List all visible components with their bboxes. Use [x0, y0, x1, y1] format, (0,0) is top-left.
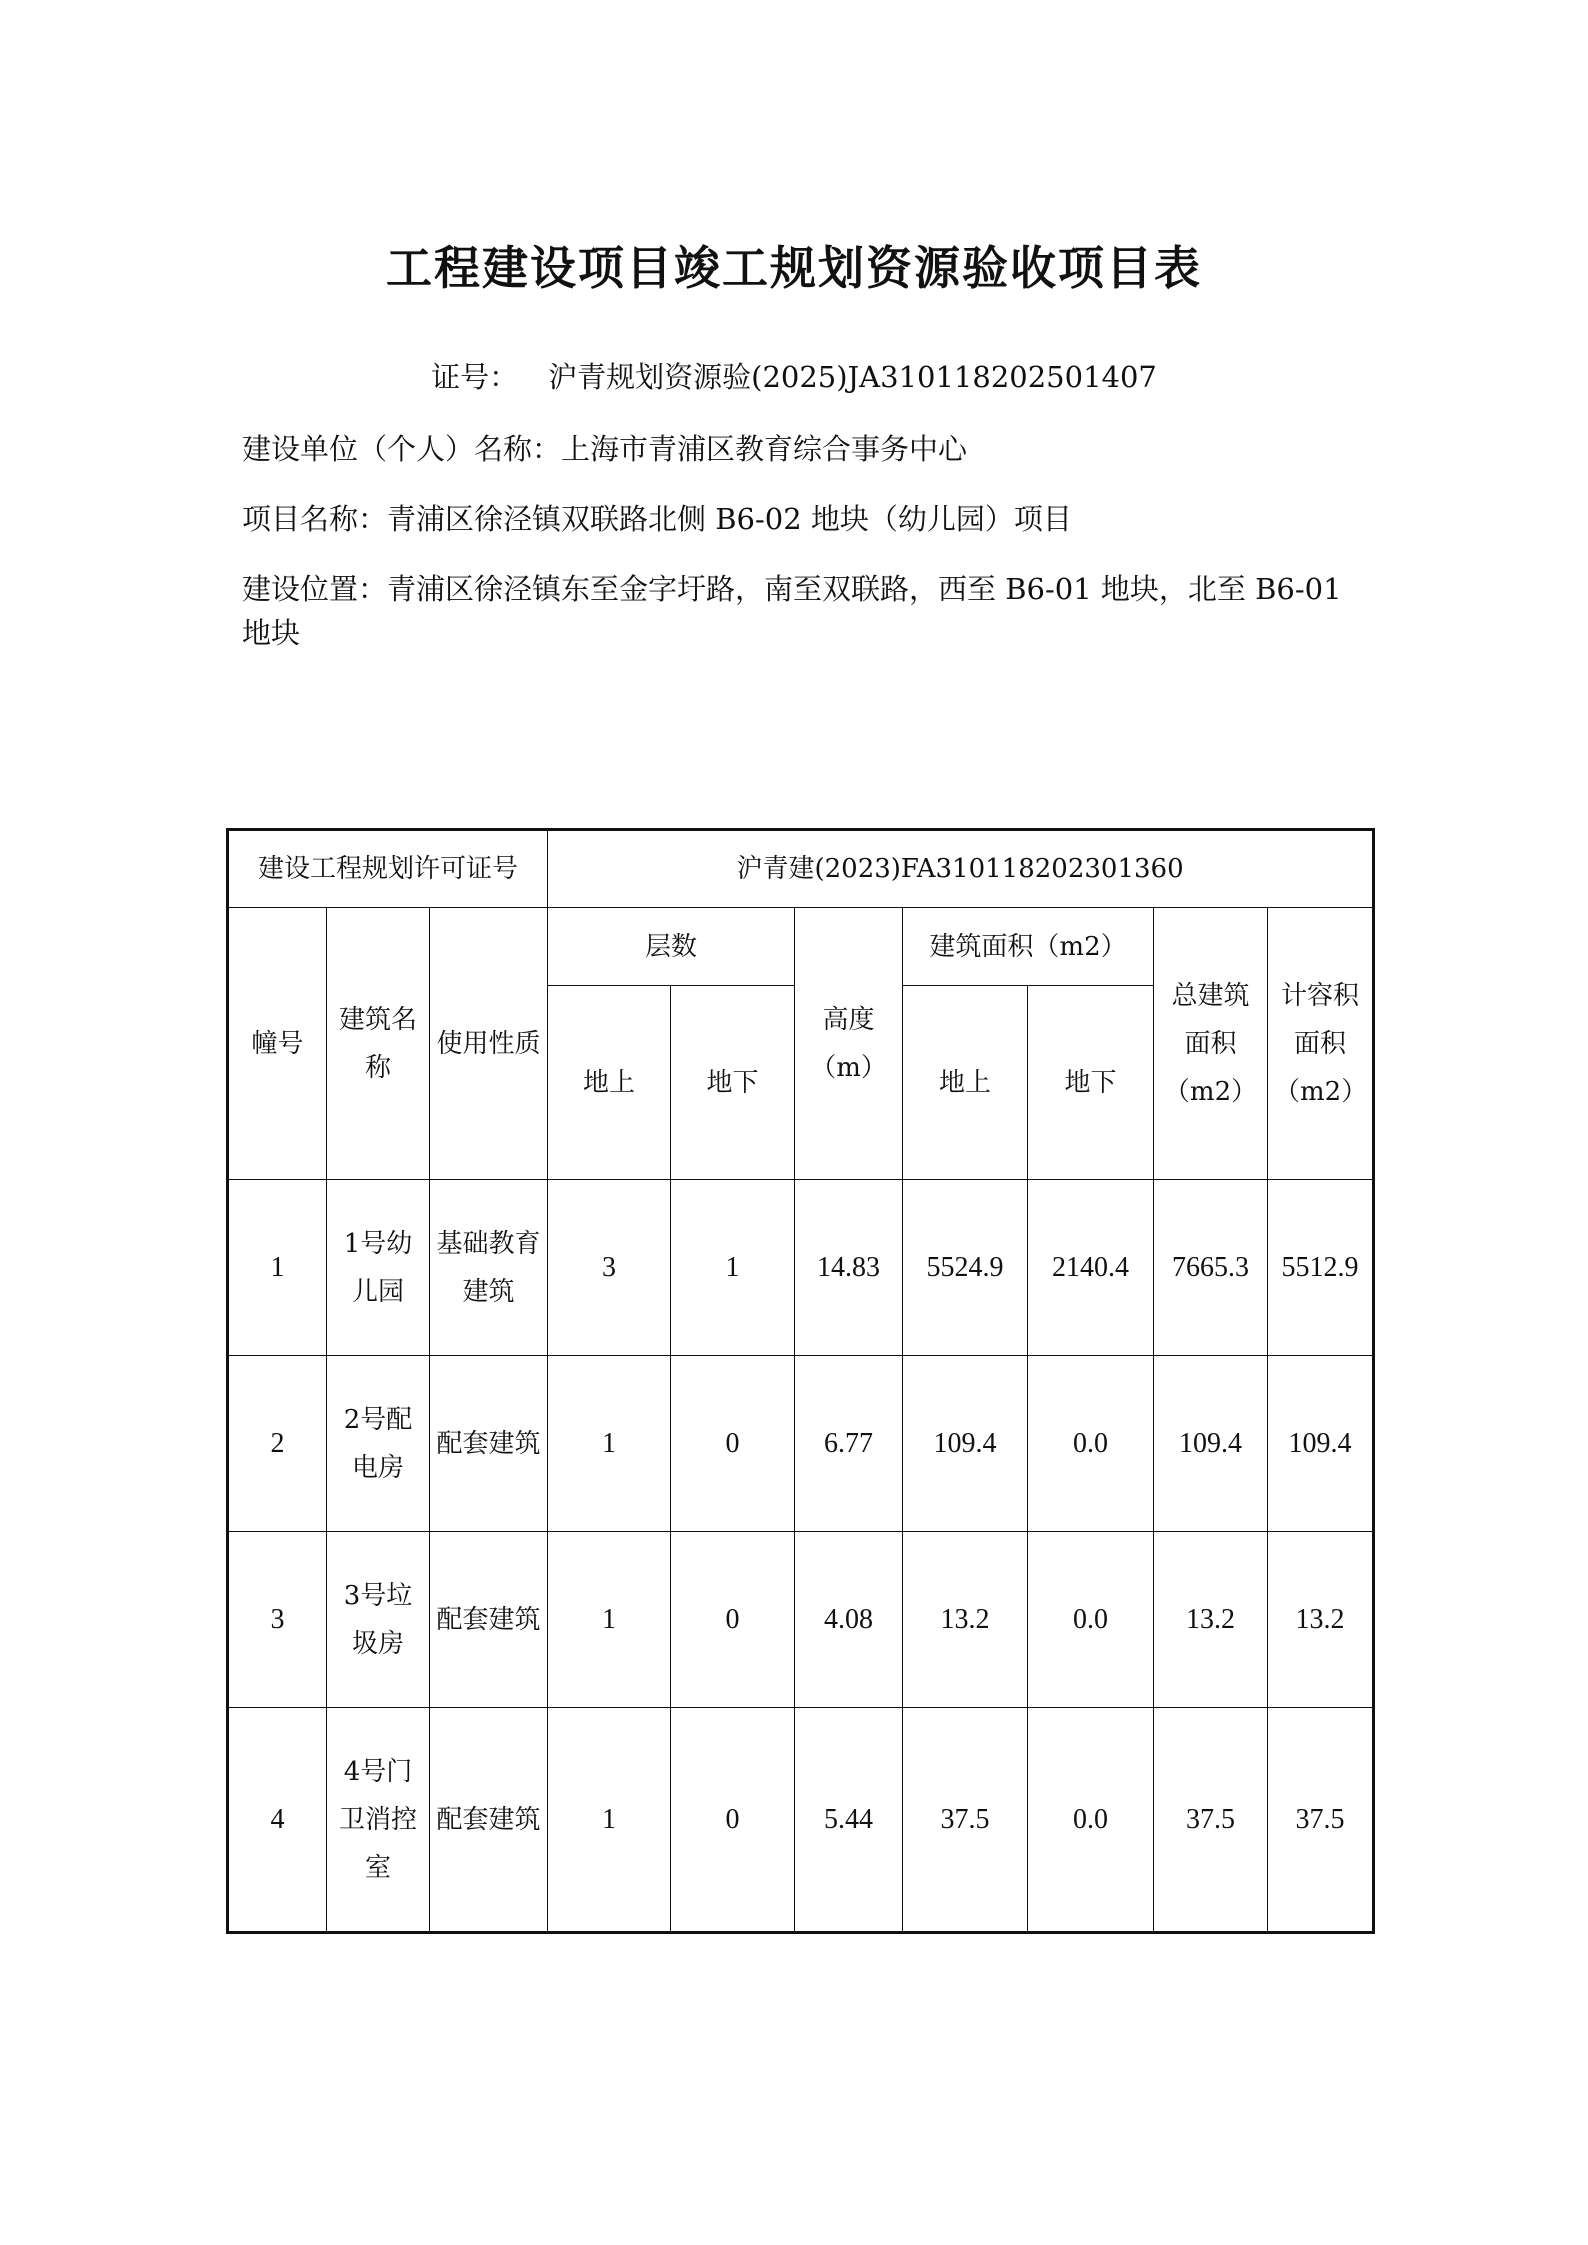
- cell-floors-below: 0: [671, 1532, 795, 1708]
- cell-building-no: 1: [228, 1180, 327, 1356]
- header-area: 建筑面积（m2）: [903, 908, 1154, 986]
- cell-building-name: 3号垃圾房: [327, 1532, 430, 1708]
- header-height: 高度（m）: [795, 908, 903, 1180]
- certificate-label: 证号：: [431, 360, 519, 394]
- cell-height: 6.77: [795, 1356, 903, 1532]
- cell-area-below: 2140.4: [1028, 1180, 1154, 1356]
- construction-unit-line: 建设单位（个人）名称：上海市青浦区教育综合事务中心: [242, 432, 968, 466]
- header-floors: 层数: [548, 908, 795, 986]
- cell-floors-below: 1: [671, 1180, 795, 1356]
- cell-floors-above: 1: [548, 1356, 671, 1532]
- cell-total-area: 109.4: [1154, 1356, 1268, 1532]
- cell-total-area: 7665.3: [1154, 1180, 1268, 1356]
- cell-area-above: 37.5: [903, 1708, 1028, 1933]
- header-building-no: 幢号: [228, 908, 327, 1180]
- cell-far-area: 37.5: [1268, 1708, 1374, 1933]
- cell-total-area: 37.5: [1154, 1708, 1268, 1933]
- cell-building-name: 4号门卫消控室: [327, 1708, 430, 1933]
- table-row: [228, 1356, 1374, 1532]
- document-title: 工程建设项目竣工规划资源验收项目表: [386, 241, 1202, 295]
- cell-area-above: 5524.9: [903, 1180, 1028, 1356]
- cell-far-area: 5512.9: [1268, 1180, 1374, 1356]
- cell-height: 4.08: [795, 1532, 903, 1708]
- cell-area-below: 0.0: [1028, 1356, 1154, 1532]
- cell-area-above: 109.4: [903, 1356, 1028, 1532]
- cell-building-no: 3: [228, 1532, 327, 1708]
- table-row: [228, 1532, 1374, 1708]
- certificate-number: 沪青规划资源验(2025)JA310118202501407: [548, 360, 1157, 394]
- acceptance-table: [226, 828, 1375, 1934]
- header-area-below: 地下: [1028, 986, 1154, 1180]
- permit-number: 沪青建(2023)FA310118202301360: [548, 830, 1374, 908]
- cell-total-area: 13.2: [1154, 1532, 1268, 1708]
- header-building-name: 建筑名称: [327, 908, 430, 1180]
- construction-location-line: 建设位置：青浦区徐泾镇东至金字圩路，南至双联路，西至 B6-01 地块，北至 B6-01 地块: [242, 572, 1342, 650]
- cell-usage: 配套建筑: [430, 1356, 548, 1532]
- cell-building-no: 4: [228, 1708, 327, 1933]
- cell-usage: 配套建筑: [430, 1532, 548, 1708]
- header-usage: 使用性质: [430, 908, 548, 1180]
- cell-floors-above: 3: [548, 1180, 671, 1356]
- cell-far-area: 109.4: [1268, 1356, 1374, 1532]
- table-row: [228, 1180, 1374, 1356]
- cell-floors-below: 0: [671, 1356, 795, 1532]
- cell-height: 5.44: [795, 1708, 903, 1933]
- cell-building-no: 2: [228, 1356, 327, 1532]
- cell-usage: 基础教育建筑: [430, 1180, 548, 1356]
- cell-building-name: 1号幼儿园: [327, 1180, 430, 1356]
- cell-floors-above: 1: [548, 1708, 671, 1933]
- certificate-line: [0, 355, 1588, 396]
- cell-area-below: 0.0: [1028, 1532, 1154, 1708]
- cell-area-above: 13.2: [903, 1532, 1028, 1708]
- table-row: [228, 1708, 1374, 1933]
- header-far-area: 计容积面积（m2）: [1268, 908, 1374, 1180]
- cell-floors-above: 1: [548, 1532, 671, 1708]
- header-floors-above: 地上: [548, 986, 671, 1180]
- cell-height: 14.83: [795, 1180, 903, 1356]
- header-total-area: 总建筑面积（m2）: [1154, 908, 1268, 1180]
- cell-usage: 配套建筑: [430, 1708, 548, 1933]
- permit-label: 建设工程规划许可证号: [228, 830, 548, 908]
- header-area-above: 地上: [903, 986, 1028, 1180]
- cell-building-name: 2号配电房: [327, 1356, 430, 1532]
- project-name-line: 项目名称：青浦区徐泾镇双联路北侧 B6-02 地块（幼儿园）项目: [242, 502, 1072, 536]
- cell-floors-below: 0: [671, 1708, 795, 1933]
- cell-far-area: 13.2: [1268, 1532, 1374, 1708]
- header-floors-below: 地下: [671, 986, 795, 1180]
- cell-area-below: 0.0: [1028, 1708, 1154, 1933]
